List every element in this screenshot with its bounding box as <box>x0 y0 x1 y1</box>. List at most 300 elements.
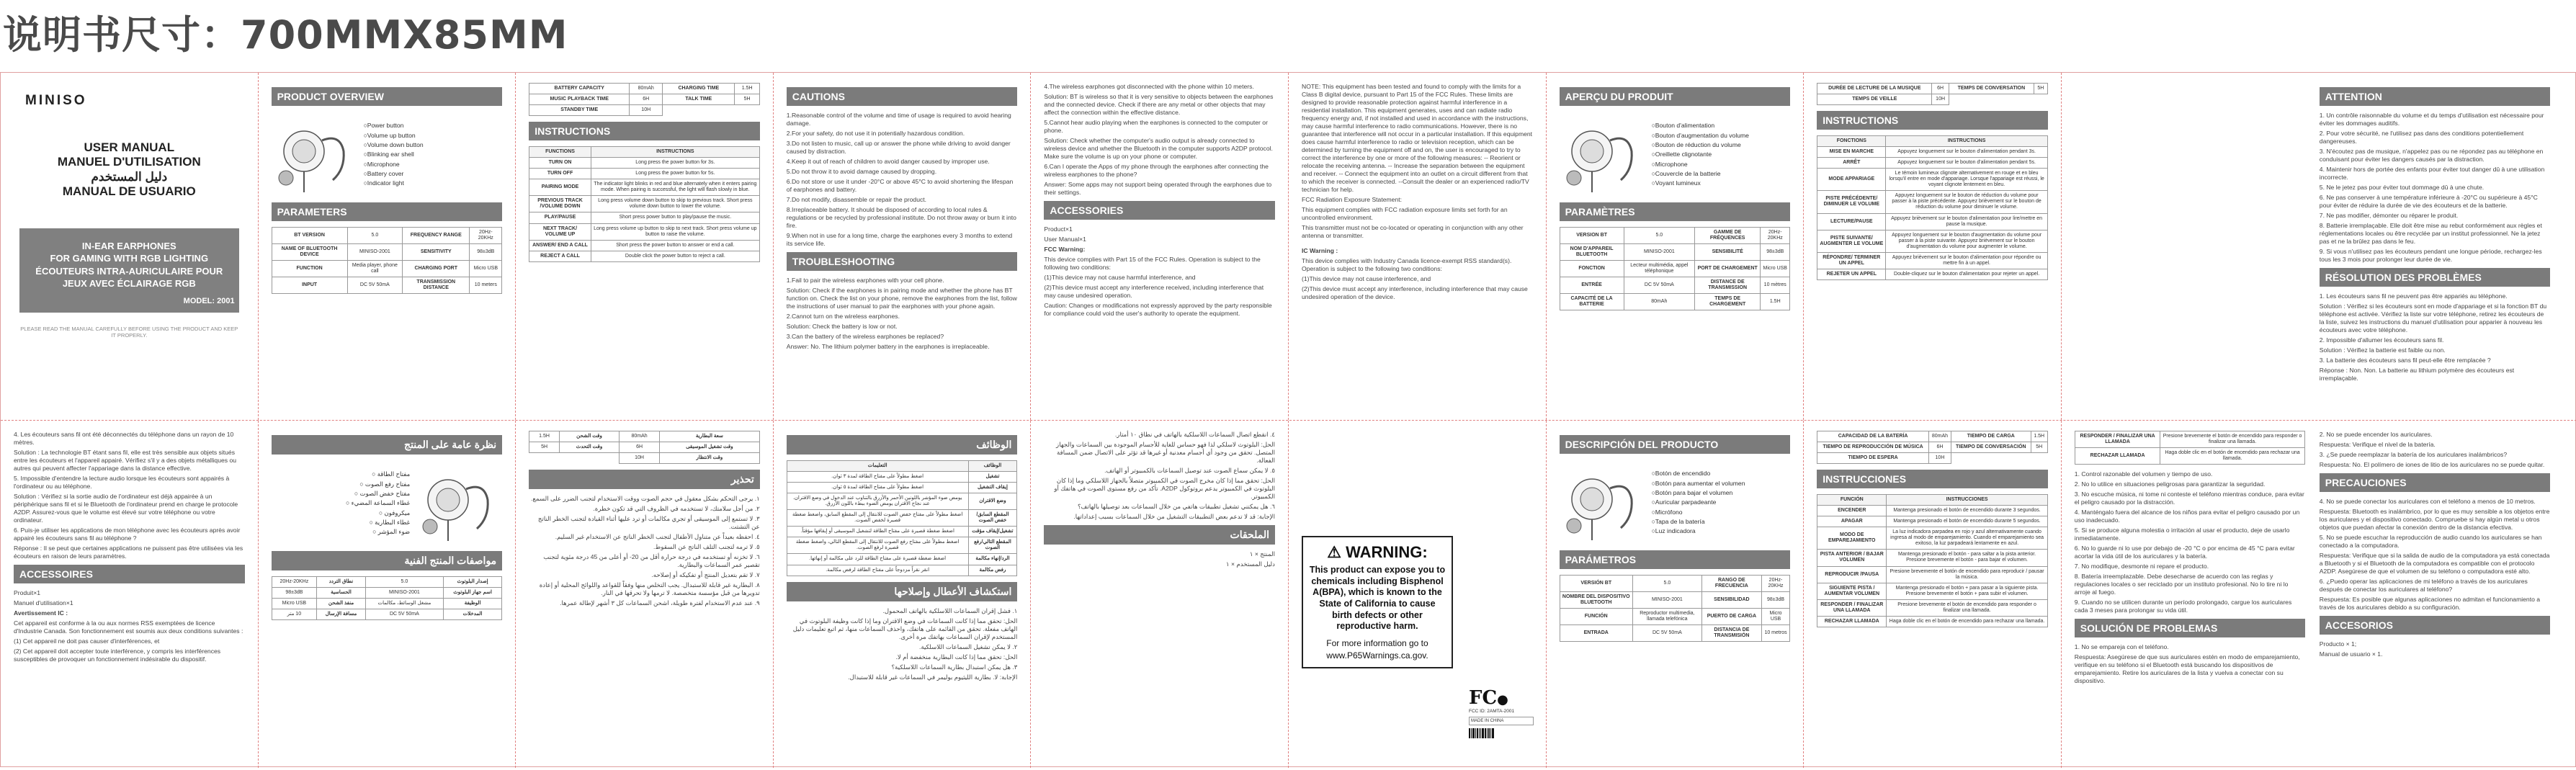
table-row <box>787 565 1017 576</box>
table-cell: 5H <box>529 442 560 453</box>
table-cell: 98±3dB <box>470 244 502 261</box>
table-cell: RECHAZAR LLAMADA <box>1817 616 1887 627</box>
fr-instructions-panel <box>1804 73 2062 420</box>
table-cell: MINISO-2001 <box>1624 244 1694 261</box>
table-cell: NOMBRE DEL DISPOSITIVO BLUETOOTH <box>1560 592 1632 609</box>
text-paragraph: 5. Ne le jetez pas pour éviter tout dommage dû à une chute. <box>2319 184 2485 191</box>
text-paragraph: 8.Irreplaceable battery. It should be disposed of according to local rules & regulations or be recycled by professional institute. Do not throw away or burn it into fire. <box>786 206 1016 229</box>
table-cell: INPUT <box>272 277 347 294</box>
table-cell: CAPACIDAD DE LA BATERÍA <box>1817 431 1929 442</box>
column-header: FUNCIÓN <box>1817 495 1887 506</box>
text-paragraph: Solution: Check if the earphones is in pairing mode and whether the phone has BT function on. Check the list on your phone, remove the earphones from the list, follow the instructions of user manual to pair the earphones with your phone again. <box>786 287 1017 310</box>
table-row <box>1817 616 2048 627</box>
table-row <box>1817 191 2048 213</box>
text-paragraph: 2. Impossible d'allumer les écouteurs sans fil. <box>2319 336 2444 344</box>
table-header-row <box>787 461 1017 472</box>
table-cell: GAMME DE FRÉQUENCES <box>1695 228 1761 244</box>
product-line: IN-EAR EARPHONES <box>81 240 176 251</box>
text-paragraph: Respuesta: Verifique el nivel de la batería. <box>2319 441 2436 448</box>
table-row <box>1817 566 2048 583</box>
table-cell: 20Hz-20KHz <box>1761 228 1790 244</box>
table-cell: MISE EN MARCHE <box>1817 147 1886 158</box>
table-cell: سعة البطارية <box>659 431 759 442</box>
table-cell: تشغيل <box>968 472 1017 483</box>
table-cell: Haga doble clic en el botón de encendido para rechazar una llamada. <box>1887 616 2047 627</box>
legend-item: ○ Tapa de la batería <box>1652 517 1745 527</box>
table-row <box>1817 583 2048 599</box>
text-paragraph: ٦. هل يمكنني تشغيل تطبيقات هاتفي من خلال السماعات بعد توصيلها بالهاتف؟ <box>1077 503 1275 510</box>
troubleshooting-text <box>14 431 245 560</box>
text-paragraph: Respuesta: Verifique que si la salida de audio de la computadora ya está conectada a Bluetooth y si el Bluetooth de la computadora es compatible con el protocolo A2DP. Asegúrese de que el volumen de su teléfono o computadora esté alto. <box>2319 552 2550 575</box>
section-title: PRECAUCIONES <box>2320 473 2550 492</box>
text-paragraph: 6. No lo guarde ni lo use por debajo de -20 °C o por encima de 45 °C para evitar acortar la vida útil de los auriculares y la batería. <box>2074 545 2295 560</box>
text-paragraph: (2)This device must accept any interference received, including interference that may cause undesired operation. <box>1044 284 1264 299</box>
table-cell: 80mAh <box>630 84 663 94</box>
text-paragraph: 3.Do not listen to music, call up or answer the phone while driving to avoid danger caused by distraction. <box>786 140 1011 155</box>
table-cell: CHARGING PORT <box>403 261 470 277</box>
text-paragraph: 6.Do not store or use it under -20°C or above 45°C to avoid shortening the lifespan of earphones and battery. <box>786 178 1014 193</box>
column-header: FUNCTIONS <box>529 147 591 158</box>
es-overview-panel <box>1547 421 1804 768</box>
table-header-row <box>529 147 760 158</box>
table-row <box>1817 158 2048 169</box>
table-cell: REJETER UN APPEL <box>1817 269 1886 279</box>
text-paragraph: 3. ¿Se puede reemplazar la batería de los auriculares inalámbricos? <box>2319 451 2508 458</box>
table-cell: VERSION BT <box>1560 228 1624 244</box>
manual-sheet <box>0 72 2576 767</box>
text-paragraph: 4. No se puede conectar los auriculares con el teléfono a menos de 10 metros. <box>2319 498 2536 505</box>
es-precautions-panel <box>2062 421 2576 768</box>
troubleshooting-text <box>1044 431 1275 521</box>
table-row <box>529 84 760 94</box>
accessories-list <box>2320 640 2550 658</box>
table-cell: 10 metros <box>1761 625 1789 642</box>
table-cell: 6H <box>1932 84 1949 94</box>
column-header: INSTRUCTIONS <box>1886 136 2047 147</box>
ic-title <box>1302 247 1533 255</box>
en-battery-table <box>529 83 760 116</box>
text-paragraph: Producto × 1; <box>2319 640 2357 648</box>
ar-caution-panel <box>516 421 774 768</box>
table-row <box>1817 516 2048 527</box>
earphone-illustration <box>1560 460 1646 546</box>
table-cell: 98±3dB <box>1761 592 1789 609</box>
ic-text <box>1302 257 1533 301</box>
cover-title-en: USER MANUAL <box>84 140 175 154</box>
table-cell: 5H <box>2034 84 2048 94</box>
table-cell: Appuyez longuement sur le bouton de réduction du volume pour passer à la piste précédente. Appuyez brièvement sur le bouton de réduction du volume pour diminuer le volume. <box>1886 191 2047 213</box>
table-cell: ARRÊT <box>1817 158 1886 169</box>
text-paragraph: (1)This device may not cause interference, and <box>1302 275 1431 282</box>
table-cell: 80mAh <box>1929 431 1951 442</box>
table-cell: TIEMPO DE CONVERSACIÓN <box>1951 442 2031 453</box>
table-cell: The indicator light blinks in red and blue alternately when it enters pairing mode. When pairing is successful, the light will flash slowly in blue. <box>591 179 759 196</box>
warning-body: This product can expose you to chemicals including Bisphenol A(BPA), which is known to the State of California to cause birth defects or other reproductive harm. <box>1309 565 1446 632</box>
table-cell: DURÉE DE LECTURE DE LA MUSIQUE <box>1817 84 1932 94</box>
table-cell: 6H <box>1929 442 1951 453</box>
table-cell: وقت الانتظار <box>659 453 759 464</box>
legend-item: ○ Microphone <box>1652 160 1749 169</box>
section-title: نظرة عامة على المنتج <box>272 435 503 455</box>
table-cell: Presione brevemente el botón de encendido para responder o finalizar una llamada. <box>2160 431 2304 448</box>
fcc-title <box>1044 246 1275 254</box>
made-in-table <box>1469 717 1534 725</box>
text-paragraph: (2) Cet appareil doit accepter toute interférence, y compris les interférences susceptibles de provoquer un fonctionnement indésirable du dispositif. <box>14 648 221 663</box>
table-cell: المدخلات <box>443 609 501 620</box>
table-cell: 1.5H <box>735 84 759 94</box>
legend-item: ○ Luz indicadora <box>1652 527 1745 536</box>
text-paragraph: (1) Cet appareil ne doit pas causer d'interférences, et <box>14 637 160 645</box>
accessories-list <box>1044 225 1275 243</box>
text-paragraph: ٤. احفظه بعيداً عن متناول الأطفال لتجنب الخطر الناتج عن الاستخدام غير السليم. <box>555 533 760 541</box>
troubleshooting-text <box>787 277 1018 351</box>
table-cell: BT VERSION <box>272 228 347 244</box>
table-row <box>529 223 760 240</box>
fr-instructions-table <box>1817 135 2048 280</box>
table-row <box>787 483 1017 493</box>
table-row <box>1817 453 2048 464</box>
top-row <box>1 73 2576 420</box>
text-paragraph: ٤. انقطع اتصال السماعات اللاسلكية بالهاتف في نطاق ١٠ أمتار. <box>1114 431 1275 438</box>
table-cell: DISTANCIA DE TRANSMISIÓN <box>1701 625 1761 642</box>
table-row <box>529 251 760 261</box>
made-in: MADE IN CHINA <box>1470 717 1534 725</box>
ic-heading: IC Warning : <box>1302 247 1338 254</box>
section-title: ACCESSOIRES <box>14 565 245 583</box>
text-paragraph: ٢. من أجل سلامتك، لا تستخدمه في الظروف التي قد تكون خطرة. <box>593 505 760 513</box>
table-cell: المقطع السابق/خفض الصوت <box>968 510 1017 527</box>
warning-url[interactable]: www.P65Warnings.ca.gov. <box>1326 650 1428 661</box>
table-cell: Double-cliquez sur le bouton d'alimentation pour rejeter un appel. <box>1886 269 2047 279</box>
ar-instructions-panel <box>774 421 1032 768</box>
text-paragraph: 2. Pour votre sécurité, ne l'utilisez pas dans des conditions potentiellement dangereuses. <box>2319 130 2524 145</box>
text-paragraph: 4. Maintenir hors de portée des enfants pour éviter tout danger dû à une utilisation incorrecte. <box>2319 166 2545 181</box>
table-cell: ANSWER/ END A CALL <box>529 240 591 251</box>
table-cell: FUNCTION <box>272 261 347 277</box>
text-paragraph: (2)This device must accept any interference, including interference that may cause undesired operation of the device. <box>1302 285 1528 300</box>
fr-accessories-panel <box>1 421 259 768</box>
table-row <box>1817 527 2048 550</box>
cover-titles <box>19 140 239 200</box>
table-cell: Presione brevemente el botón de encendido para reproducir / pausar la música. <box>1887 566 2047 583</box>
table-cell: 1.5H <box>1761 294 1790 310</box>
table-row <box>529 431 760 442</box>
table-cell: إيقاف التشغيل <box>968 483 1017 493</box>
table-cell: PISTE PRÉCÉDENTE/ DIMINUER LE VOLUME <box>1817 191 1886 213</box>
earphone-illustration <box>272 112 358 198</box>
section-title: ATTENTION <box>2320 87 2550 106</box>
cover-title-ar: دليل المستخدم <box>91 169 168 184</box>
table-cell: 1.5H <box>529 431 560 442</box>
table-row <box>272 609 502 620</box>
table-cell: FREQUENCY RANGE <box>403 228 470 244</box>
table-row <box>787 537 1017 554</box>
text-paragraph: ١. يرجى التحكم بشكل معقول في حجم الصوت ووقت الاستخدام لتجنب الضرر على السمع. <box>531 495 760 503</box>
legend-item: ○ Auricular parpadeante <box>1652 498 1745 507</box>
ar-overview-panel <box>259 421 516 768</box>
table-row <box>1817 599 2048 616</box>
caution-text <box>529 495 760 607</box>
table-cell: Mantenga presionado el botón + para pasar a la siguiente pista. Presione brevemente el botón + para subir el volumen. <box>1887 583 2047 599</box>
earphone-diagram <box>272 460 503 547</box>
es-battery-table <box>1817 431 2048 464</box>
precautions-text <box>2320 498 2550 612</box>
section-title: DESCRIPCIÓN DEL PRODUCTO <box>1560 435 1791 454</box>
table-cell: اضغط ضغطة قصيرة على مفتاح الطاقة لتشغيل الموسيقى أو إيقافها مؤقتاً. <box>787 527 968 537</box>
table-cell: تشغيل/إيقاف مؤقت <box>968 527 1017 537</box>
table-row <box>1817 431 2048 442</box>
table-row <box>1817 94 2048 105</box>
table-row <box>1560 592 1790 609</box>
text-paragraph: 6. Ne pas conserver à une température inférieure à -20°C ou supérieure à 45°C pour éviter de réduire la durée de vie des écouteurs et de la batterie. <box>2319 194 2538 209</box>
table-cell: انقر نقراً مزدوجاً على مفتاح الطاقة لرفض مكالمة. <box>787 565 968 576</box>
table-cell: REPRODUCIR /PAUSA <box>1817 566 1887 583</box>
table-cell: MINISO-2001 <box>347 244 403 261</box>
table-cell: مسافة الإرسال <box>317 609 366 620</box>
section-title: PRODUCT OVERVIEW <box>272 87 503 106</box>
legend-item: مفتاح الطاقة ○ <box>346 470 410 479</box>
text-paragraph: 9.When not in use for a long time, charge the earphones every 3 months to extend its service life. <box>786 232 1013 247</box>
troubleshooting-text <box>787 607 1018 681</box>
table-cell: Mantenga presionado el botón de encendido durante 5 segundos. <box>1887 516 2047 527</box>
text-paragraph: This transmitter must not be co-located or operating in conjunction with any other antenna or transmitter. <box>1302 224 1524 239</box>
table-row <box>1560 244 1790 261</box>
table-cell: TIEMPO DE CARGA <box>1951 431 2031 442</box>
table-cell: 5H <box>735 94 759 105</box>
troubleshooting-text <box>2320 431 2550 469</box>
table-cell: اضغط ضغطة قصيرة على مفتاح الطاقة للرد على مكالمة أو إنهائها. <box>787 554 968 565</box>
ic-title <box>14 609 245 617</box>
table-cell: NEXT TRACK/ VOLUME UP <box>529 223 591 240</box>
text-paragraph: 7.Do not modify, disassemble or repair the product. <box>786 196 927 203</box>
text-paragraph: الإجابة: لا. بطارية الليثيوم بوليمر في السماعات غير قابلة للاستبدال. <box>848 673 1018 681</box>
section-title: RÉSOLUTION DES PROBLÈMES <box>2320 268 2550 287</box>
table-cell: اضغط مطولاً على مفتاح خفض الصوت للانتقال إلى المقطع السابق، واضغط ضغطة قصيرة لخفض الصوت. <box>787 510 968 527</box>
table-row <box>529 240 760 251</box>
product-line: FOR GAMING WITH RGB LIGHTING <box>50 253 209 264</box>
table-cell: DC 5V 50mA <box>365 609 443 620</box>
section-title: الملحقات <box>1044 525 1275 545</box>
overview-legend <box>1652 469 1745 536</box>
table-row <box>2075 431 2304 448</box>
table-cell: RESPONDER / FINALIZAR UNA LLAMADA <box>2075 431 2160 448</box>
table-row <box>1817 169 2048 191</box>
section-title: تحذير <box>529 470 760 489</box>
table-row <box>787 554 1017 565</box>
product-name-box <box>19 228 239 313</box>
legend-item: ○ Botón para bajar el volumen <box>1652 488 1745 498</box>
table-cell: 5.0 <box>347 228 403 244</box>
table-cell: اسم جهاز البلوتوث <box>443 588 501 599</box>
table-row <box>787 510 1017 527</box>
en-instructions-panel <box>516 73 774 420</box>
warning-title <box>1309 543 1446 562</box>
earphone-illustration <box>1560 112 1646 198</box>
table-cell: Long press volume down button to skip to previous track. Short press volume down button to lower the volume. <box>591 196 759 212</box>
fcc-logo: FC● <box>1469 687 1508 709</box>
text-paragraph: 7. No modifique, desmonte ni repare el producto. <box>2074 563 2209 570</box>
text-paragraph: 1.Fail to pair the wireless earphones with your cell phone. <box>786 277 944 284</box>
text-paragraph: ٩. عند عدم الاستخدام لفترة طويلة، اشحن السماعات كل ٣ أشهر لإطالة عمرها. <box>560 599 760 607</box>
legend-item: مفتاح خفض الصوت ○ <box>346 489 410 498</box>
legend-item: ميكروفون ○ <box>346 509 410 518</box>
table-cell: SENSIBILIDAD <box>1701 592 1761 609</box>
legend-item: ○ Power button <box>364 121 424 130</box>
table-cell: ENTRÉE <box>1560 277 1624 294</box>
table-cell: PUERTO DE CARGA <box>1701 609 1761 625</box>
table-cell: 98±3dB <box>272 588 317 599</box>
text-paragraph: 9. Si vous n'utilisez pas les écouteurs pendant une longue période, rechargez-les tous les 3 mois pour prolonger leur durée de vie. <box>2319 248 2542 263</box>
table-row <box>529 158 760 169</box>
ic-text <box>14 619 245 663</box>
troubleshooting-text <box>2320 292 2550 382</box>
text-paragraph: 5. Impossible d'entendre la lecture audio lorsque les écouteurs sont appairés à l'ordinateur ou au téléphone. <box>14 475 230 490</box>
table-cell: TEMPS DE VEILLE <box>1817 94 1932 105</box>
table-cell: FONCTION <box>1560 261 1624 277</box>
text-paragraph: ٦. لا تخزنه أو تستخدمه في درجة حرارة أقل من ‎-20‎ أو أعلى من ‎45‎ درجة مئوية لتجنب تقصير عمر السماعات والبطارية. <box>543 553 760 569</box>
table-cell: Appuyez brièvement sur le bouton d'alimentation pour répondre ou mettre fin à un appel. <box>1886 252 2047 269</box>
table-cell: PISTE SUIVANTE/ AUGMENTER LE VOLUME <box>1817 230 1886 252</box>
precautions-text <box>2075 470 2305 614</box>
earphone-diagram <box>272 112 503 198</box>
table-row <box>1817 269 2048 279</box>
text-paragraph: Respuesta: Asegúrese de que sus auriculares estén en modo de emparejamiento, verifique en su teléfono si el Bluetooth está buscando los dispositivos de emparejamiento. Retire los auriculares de la lista y vuelva a conectar con su dispositivo. <box>2074 653 2300 685</box>
legend-item: غطاء السماعة المضيء ○ <box>346 498 410 508</box>
table-cell: MODE APPARIAGE <box>1817 169 1886 191</box>
table-cell: مشغل الوسائط، مكالمات <box>365 599 443 609</box>
table-cell: Mantenga presionado el botón - para saltar a la pista anterior. Presione brevemente el botón - para bajar el volumen. <box>1887 550 2047 566</box>
table-cell: Lecteur multimédia, appel téléphonique <box>1624 261 1694 277</box>
section-title: PARAMÈTRES <box>1560 202 1791 221</box>
table-cell: APAGAR <box>1817 516 1887 527</box>
table-row <box>1560 625 1790 642</box>
text-paragraph: ٧. لا تقم بتعديل المنتج أو تفكيكه أو إصلاحه. <box>651 571 760 579</box>
table-cell: ENCENDER <box>1817 506 1887 516</box>
table-cell: 5.0 <box>1624 228 1694 244</box>
legend-item: ○ Voyant lumineux <box>1652 179 1749 188</box>
table-row <box>1817 84 2048 94</box>
table-row <box>1817 147 2048 158</box>
table-cell: TURN ON <box>529 158 591 169</box>
table-cell: TEMPS DE CONVERSATION <box>1949 84 2034 94</box>
table-cell: وقت التحدث <box>559 442 619 453</box>
text-paragraph: Solution : Vérifiez si les écouteurs sont en mode d'appariage et si la fonction BT du téléphone est activée. Vérifiez la liste sur votre téléphone, retirez les écouteurs de la liste, suivez les instructions du manuel d'utilisation pour apparier à nouveau les écouteurs avec votre téléphone. <box>2319 303 2547 333</box>
table-cell: TALK TIME <box>663 94 735 105</box>
column-header: INSTRUCCIONES <box>1887 495 2047 506</box>
text-paragraph: Respuesta: No. El polímero de iones de litio de los auriculares no se puede quitar. <box>2319 461 2545 468</box>
table-cell: يومض ضوء المؤشر باللونين الأحمر والأزرق بالتناوب عند الدخول في وضع الاقتران. عند نجاح الاقتران يومض الضوء ببطء باللون الأزرق. <box>787 493 968 510</box>
table-cell: وقت الشحن <box>559 431 619 442</box>
table-cell: RANGO DE FRECUENCIA <box>1701 576 1761 592</box>
table-cell: Presione brevemente el botón de encendido para responder o finalizar una llamada. <box>1887 599 2047 616</box>
table-cell: Appuyez brièvement sur le bouton d'alimentation pour lire/mettre en pause la musique. <box>1886 213 2047 230</box>
table-cell: RECHAZAR LLAMADA <box>2075 448 2160 465</box>
legend-item: ○ Indicator light <box>364 179 424 188</box>
en-fcc-panel <box>1289 73 1547 420</box>
table-cell: Appuyez longuement sur le bouton d'alimentation pendant 3s. <box>1886 147 2047 158</box>
table-cell: Appuyez longuement sur le bouton d'augmentation du volume pour passer à la piste suivante. Appuyez brièvement sur le bouton d'augmentation du volume pour augmenter le volume. <box>1886 230 2047 252</box>
ar-battery-table <box>529 431 760 464</box>
text-paragraph: 5.Do not throw it to avoid damage caused by dropping. <box>786 168 937 175</box>
table-row <box>1817 550 2048 566</box>
table-cell: 98±3dB <box>1761 244 1790 261</box>
cover-title-fr: MANUEL D'UTILISATION <box>57 155 201 169</box>
table-cell: TIEMPO DE ESPERA <box>1817 453 1929 464</box>
table-cell: MUSIC PLAYBACK TIME <box>529 94 630 105</box>
table-cell: BATTERY CAPACITY <box>529 84 630 94</box>
table-row <box>2075 448 2304 465</box>
legend-item: ○ Microphone <box>364 160 424 169</box>
overview-legend <box>364 121 424 188</box>
table-cell: Micro USB <box>470 261 502 277</box>
legend-item: مفتاح رفع الصوت ○ <box>346 480 410 489</box>
legend-item: ○ Battery cover <box>364 169 424 179</box>
table-cell: 6H <box>630 94 663 105</box>
compliance-block <box>1469 687 1534 738</box>
table-cell: SIGUIENTE PISTA / AUMENTAR VOLUMEN <box>1817 583 1887 599</box>
legend-item: ○ Volume up button <box>364 131 424 140</box>
table-row <box>1817 506 2048 516</box>
text-paragraph: 3. La batterie des écouteurs sans fil peut-elle être remplacée ? <box>2319 357 2491 364</box>
text-paragraph: ١. فشل إقران السماعات اللاسلكية بالهاتف المحمول. <box>882 606 1018 614</box>
section-title: TROUBLESHOOTING <box>787 252 1018 271</box>
table-cell: 1.5H <box>2031 431 2047 442</box>
table-row <box>529 442 760 453</box>
table-row <box>272 588 502 599</box>
table-cell: 10 متر <box>272 609 317 620</box>
table-cell: VERSIÓN BT <box>1560 576 1632 592</box>
fcc-heading: FCC Warning: <box>1044 246 1086 253</box>
product-line: JEUX AVEC ÉCLAIRAGE RGB <box>62 278 196 290</box>
text-paragraph: NOTE: This equipment has been tested and found to comply with the limits for a Class B digital device, pursuant to Part 15 of the FCC Rules. These limits are designed to provide reasonable protection against harmful interference in a residential installation. This equipment generates, uses and can radiate radio frequency energy and, if not installed and used in accordance with the instructions, may cause harmful interference to radio communications. However, there is no guarantee that interference will not occur in a particular installation. If this equipment does cause harmful interference to radio or television reception, which can be determined by turning the equipment off and on, the user is encouraged to try to correct the interference by one or more of the following measures: -- Reorient or relocate the receiving antenna. -- Increase the separation between the equipment and receiver. -- Connect the equipment into an outlet on a circuit different from that to which the receiver is connected. --Consult the dealer or an experienced radio/TV technician for help. <box>1302 83 1533 193</box>
table-cell: Micro USB <box>1761 261 1790 277</box>
attention-text <box>2320 112 2550 264</box>
text-paragraph: 1. No se empareja con el teléfono. <box>2074 643 2169 651</box>
table-cell: DC 5V 50mA <box>347 277 403 294</box>
troubleshooting-text <box>2075 643 2305 685</box>
table-row <box>1560 294 1790 310</box>
text-paragraph: ٥. لا ترمه لتجنب التلف الناتج عن السقوط. <box>653 543 760 551</box>
section-title: SOLUCIÓN DE PROBLEMAS <box>2075 619 2305 637</box>
table-row <box>272 277 502 294</box>
text-paragraph: 6. Puis-je utiliser les applications de mon téléphone avec les écouteurs après avoir appairé les écouteurs sans fil au téléphone ? <box>14 527 241 542</box>
table-cell: إصدار البلوتوث <box>443 577 501 588</box>
text-paragraph: (1)This device may not cause harmful interference, and <box>1044 274 1196 281</box>
text-paragraph: الحل: تحقق مما إذا كان مخرج الصوت في الكمبيوتر متصلاً بالجهاز اللاسلكي وما إذا كان البلوتوث في الكمبيوتر يدعم بروتوكول A2DP. تأكد من رفع مستوى الصوت في هاتفك أو الكمبيوتر. <box>1054 477 1275 500</box>
es-call-table <box>2075 431 2305 465</box>
text-paragraph: 3. No escuche música, ni tome ni conteste el teléfono mientras conduce, para evitar el peligro causado por la distracción. <box>2074 491 2304 506</box>
table-cell: اضغط مطولاً على مفتاح الطاقة لمدة ٣ ثوان. <box>787 472 968 483</box>
brand-logo: MINISO <box>25 93 87 108</box>
table-cell: RÉPONDRE/ TERMINER UN APPEL <box>1817 252 1886 269</box>
legend-item: ○ Couvercle de la batterie <box>1652 169 1749 179</box>
table-cell: Long press volume up button to skip to next track. Short press volume up button to raise the volume. <box>591 223 759 240</box>
text-paragraph: الإجابة: قد لا تدعم بعض التطبيقات التشغيل من خلال السماعات بسبب إعداداتها. <box>1073 513 1275 520</box>
legend-item: غطاء البطارية ○ <box>346 518 410 527</box>
table-cell: Micro USB <box>272 599 317 609</box>
cover-panel <box>1 73 259 420</box>
text-paragraph: Solution : Vérifiez la batterie est faible ou non. <box>2319 346 2446 354</box>
barcode-icon <box>1469 728 1534 738</box>
table-cell: Long press the power button for 5s. <box>591 169 759 179</box>
cover-title-es: MANUAL DE USUARIO <box>62 184 196 199</box>
text-paragraph: 2. No se puede encender los auriculares. <box>2319 431 2433 438</box>
table-cell: FUNCIÓN <box>1560 609 1632 625</box>
text-paragraph: الحل: تحقق مما إذا كانت البطارية منخفضة أم لا. <box>895 653 1018 661</box>
table-row <box>787 472 1017 483</box>
table-cell: Micro USB <box>1761 609 1789 625</box>
warning-label: WARNING: <box>1346 543 1428 561</box>
